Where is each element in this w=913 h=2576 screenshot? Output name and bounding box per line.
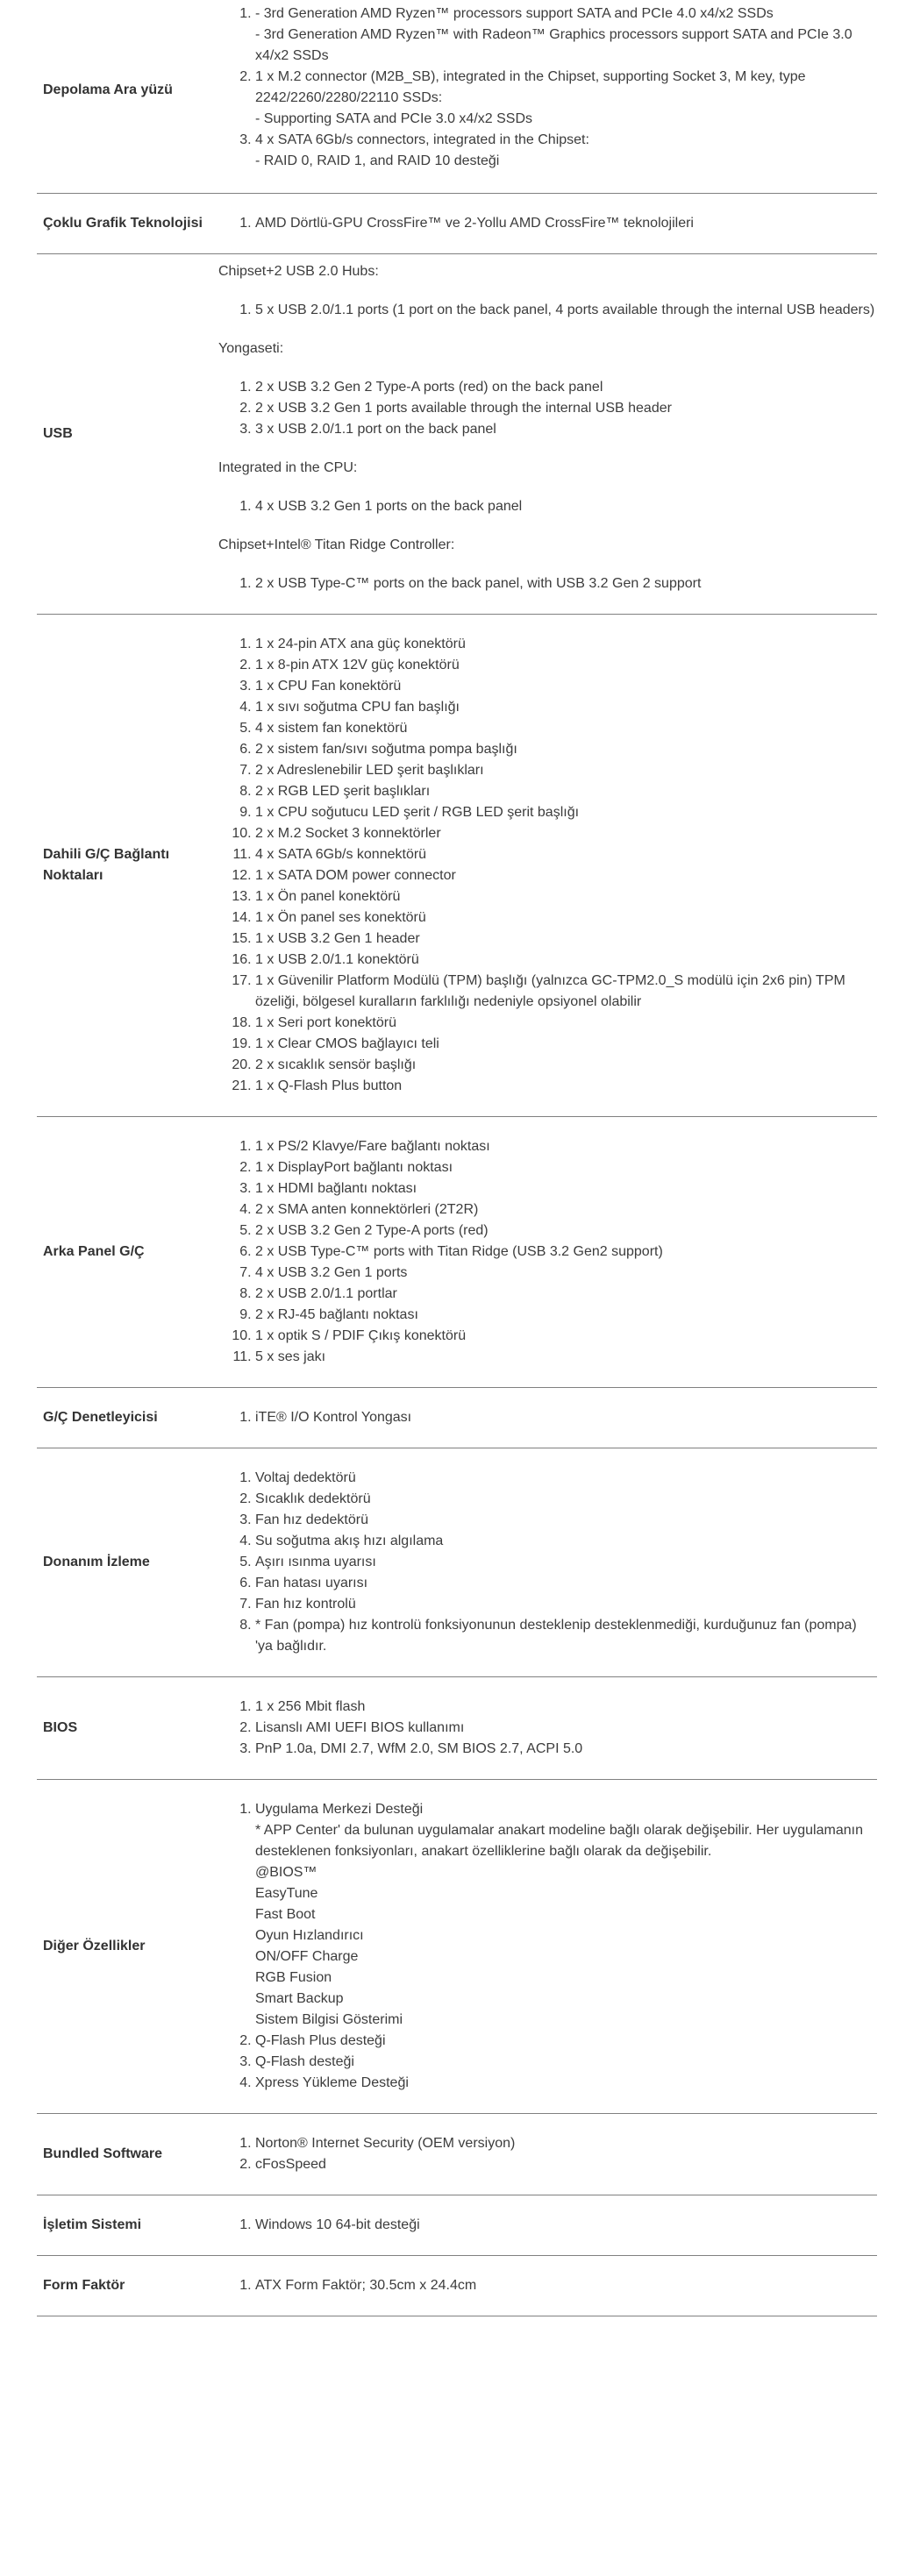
spec-group-heading: Chipset+2 USB 2.0 Hubs: bbox=[218, 264, 379, 279]
spec-value bbox=[218, 1677, 877, 1780]
spec-list-item: 7. Fan hız kontrolü bbox=[255, 1594, 877, 1615]
spec-group-heading: Chipset+Intel® Titan Ridge Controller: bbox=[218, 537, 455, 552]
spec-list bbox=[218, 573, 877, 594]
spec-row-bios bbox=[37, 1677, 877, 1780]
spec-label: Form Faktör bbox=[43, 2278, 125, 2293]
spec-list-item: 8. 2 x USB 2.0/1.1 portlar bbox=[255, 1284, 877, 1305]
spec-list-item: 15. 1 x USB 3.2 Gen 1 header bbox=[255, 929, 877, 950]
spec-value bbox=[218, 2256, 877, 2316]
spec-value bbox=[218, 0, 877, 194]
spec-list-item: 12. 1 x SATA DOM power connector bbox=[255, 865, 877, 886]
spec-list-item: 1. Uygulama Merkezi Desteği * APP Center' da bulunan uygulamalar anakart modeline bağlı olarak değişebilir. Her uygulamanın desteklenen fonksiyonları, anakart özelliklerine bağlı olarak da değişebilir. @BIOS™ EasyTune Fast Boot Oyun Hızlandırıcı ON/OFF Charge RGB Fusion Smart Backup Sistem Bilgisi Gösterimi bbox=[255, 1799, 877, 2031]
spec-list-item: 11. 4 x SATA 6Gb/s konnektörü bbox=[255, 844, 877, 865]
spec-list bbox=[218, 213, 877, 234]
spec-list-item: 7. 4 x USB 3.2 Gen 1 ports bbox=[255, 1263, 877, 1284]
spec-list-item: 20. 2 x sıcaklık sensör başlığı bbox=[255, 1055, 877, 1076]
spec-row-io-controller bbox=[37, 1388, 877, 1448]
spec-list-item: 8. 2 x RGB LED şerit başlıkları bbox=[255, 781, 877, 802]
spec-list-item: 5. 2 x USB 3.2 Gen 2 Type-A ports (red) bbox=[255, 1220, 877, 1242]
spec-list bbox=[218, 300, 877, 321]
spec-list bbox=[218, 2275, 877, 2296]
spec-list-item: 1. - 3rd Generation AMD Ryzen™ processors support SATA and PCIe 4.0 x4/x2 SSDs - 3rd Generation AMD Ryzen™ with Radeon™ Graphics processors support SATA and PCIe 3.0 x4/x2 SSDs bbox=[255, 4, 877, 67]
spec-label: USB bbox=[43, 426, 73, 441]
spec-row-usb bbox=[37, 254, 877, 615]
spec-list bbox=[218, 496, 877, 517]
spec-list-item: 13. 1 x Ön panel konektörü bbox=[255, 886, 877, 907]
spec-list-item: 2. Lisanslı AMI UEFI BIOS kullanımı bbox=[255, 1718, 877, 1739]
spec-list-item: 9. 2 x RJ-45 bağlantı noktası bbox=[255, 1305, 877, 1326]
spec-list-item: 6. 2 x sistem fan/sıvı soğutma pompa başlığı bbox=[255, 739, 877, 760]
spec-list-item: 2. cFosSpeed bbox=[255, 2154, 877, 2175]
spec-label: BIOS bbox=[43, 1720, 78, 1735]
spec-label: Dahili G/Ç Bağlantı Noktaları bbox=[43, 847, 170, 883]
spec-table-body bbox=[37, 0, 877, 2316]
spec-group-heading: Yongaseti: bbox=[218, 341, 284, 356]
spec-list-item: 9. 1 x CPU soğutucu LED şerit / RGB LED şerit başlığı bbox=[255, 802, 877, 823]
spec-list-item: 3. 1 x HDMI bağlantı noktası bbox=[255, 1178, 877, 1199]
spec-list-item: 4. Xpress Yükleme Desteği bbox=[255, 2073, 877, 2094]
spec-list-item: 10. 2 x M.2 Socket 3 konnektörler bbox=[255, 823, 877, 844]
spec-label: G/Ç Denetleyicisi bbox=[43, 1410, 158, 1425]
spec-list-item: 3. 1 x CPU Fan konektörü bbox=[255, 676, 877, 697]
spec-list-item: 1. 1 x 24-pin ATX ana güç konektörü bbox=[255, 634, 877, 655]
spec-row-form-factor bbox=[37, 2256, 877, 2316]
spec-list bbox=[218, 1799, 877, 2094]
spec-row-storage bbox=[37, 0, 877, 194]
spec-list-item: 16. 1 x USB 2.0/1.1 konektörü bbox=[255, 950, 877, 971]
spec-list-item: 2. Q-Flash Plus desteği bbox=[255, 2031, 877, 2052]
spec-row-hw-monitor bbox=[37, 1448, 877, 1677]
spec-list-item: 2. 1 x DisplayPort bağlantı noktası bbox=[255, 1157, 877, 1178]
spec-row-os bbox=[37, 2195, 877, 2256]
spec-list-item: 2. Sıcaklık dedektörü bbox=[255, 1489, 877, 1510]
spec-list-item: 6. Fan hatası uyarısı bbox=[255, 1573, 877, 1594]
spec-group-heading: Integrated in the CPU: bbox=[218, 460, 358, 475]
spec-list-item: 4. 1 x sıvı soğutma CPU fan başlığı bbox=[255, 697, 877, 718]
spec-list-item: 1. 2 x USB 3.2 Gen 2 Type-A ports (red) on the back panel bbox=[255, 377, 877, 398]
spec-value bbox=[218, 1117, 877, 1388]
spec-list-item: 3. Fan hız dedektörü bbox=[255, 1510, 877, 1531]
spec-table bbox=[37, 0, 877, 2316]
spec-list-item: 3. Q-Flash desteği bbox=[255, 2052, 877, 2073]
spec-list-item: 3. 4 x SATA 6Gb/s connectors, integrated in the Chipset: - RAID 0, RAID 1, and RAID 10 desteği bbox=[255, 130, 877, 172]
spec-value bbox=[218, 2114, 877, 2195]
spec-list-item: 2. 1 x M.2 connector (M2B_SB), integrated in the Chipset, supporting Socket 3, M key, type 2242/2260/2280/22110 SSDs: - Supporting SATA and PCIe 3.0 x4/x2 SSDs bbox=[255, 67, 877, 130]
spec-list-item: 1. Voltaj dedektörü bbox=[255, 1468, 877, 1489]
spec-list-item: 10. 1 x optik S / PDIF Çıkış konektörü bbox=[255, 1326, 877, 1347]
spec-list bbox=[218, 1136, 877, 1368]
spec-list-item: 5. Aşırı ısınma uyarısı bbox=[255, 1552, 877, 1573]
spec-list-item: 8. * Fan (pompa) hız kontrolü fonksiyonunun desteklenip desteklenmediği, kurduğunuz fan (pompa) 'ya bağlıdır. bbox=[255, 1615, 877, 1657]
spec-list bbox=[218, 2215, 877, 2236]
spec-list-item: 21. 1 x Q-Flash Plus button bbox=[255, 1076, 877, 1097]
spec-list bbox=[218, 1407, 877, 1428]
spec-row-other-features bbox=[37, 1780, 877, 2114]
spec-list-item: 3. 3 x USB 2.0/1.1 port on the back panel bbox=[255, 419, 877, 440]
spec-list bbox=[218, 4, 877, 172]
spec-list-item: 1. 1 x PS/2 Klavye/Fare bağlantı noktası bbox=[255, 1136, 877, 1157]
spec-list-item: 1. AMD Dörtlü-GPU CrossFire™ ve 2-Yollu AMD CrossFire™ teknolojileri bbox=[255, 213, 877, 234]
spec-value bbox=[218, 615, 877, 1117]
spec-label: Depolama Ara yüzü bbox=[43, 82, 173, 97]
spec-list bbox=[218, 634, 877, 1097]
spec-label: Donanım İzleme bbox=[43, 1555, 150, 1569]
spec-list-item: 14. 1 x Ön panel ses konektörü bbox=[255, 907, 877, 929]
spec-label: Bundled Software bbox=[43, 2146, 163, 2161]
spec-label: Çoklu Grafik Teknolojisi bbox=[43, 216, 203, 231]
spec-list-item: 5. 4 x sistem fan konektörü bbox=[255, 718, 877, 739]
spec-list bbox=[218, 1468, 877, 1657]
spec-list-item: 6. 2 x USB Type-C™ ports with Titan Ridge (USB 3.2 Gen2 support) bbox=[255, 1242, 877, 1263]
spec-value bbox=[218, 2195, 877, 2256]
spec-list-item: 19. 1 x Clear CMOS bağlayıcı teli bbox=[255, 1034, 877, 1055]
spec-list-item: 1. Norton® Internet Security (OEM versiyon) bbox=[255, 2133, 877, 2154]
spec-list-item: 1. iTE® I/O Kontrol Yongası bbox=[255, 1407, 877, 1428]
spec-list-item: 1. 4 x USB 3.2 Gen 1 ports on the back panel bbox=[255, 496, 877, 517]
spec-list bbox=[218, 2133, 877, 2175]
spec-value bbox=[218, 1448, 877, 1677]
spec-list-item: 2. 1 x 8-pin ATX 12V güç konektörü bbox=[255, 655, 877, 676]
spec-list-item: 1. 5 x USB 2.0/1.1 ports (1 port on the back panel, 4 ports available through the internal USB headers) bbox=[255, 300, 877, 321]
spec-list-item: 11. 5 x ses jakı bbox=[255, 1347, 877, 1368]
spec-row-internal-io bbox=[37, 615, 877, 1117]
spec-row-multi-graphics bbox=[37, 194, 877, 254]
spec-value bbox=[218, 1388, 877, 1448]
spec-list-item: 1. ATX Form Faktör; 30.5cm x 24.4cm bbox=[255, 2275, 877, 2296]
spec-list-item: 18. 1 x Seri port konektörü bbox=[255, 1013, 877, 1034]
spec-list-item: 4. Su soğutma akış hızı algılama bbox=[255, 1531, 877, 1552]
spec-list-item: 1. 2 x USB Type-C™ ports on the back panel, with USB 3.2 Gen 2 support bbox=[255, 573, 877, 594]
spec-value bbox=[218, 1780, 877, 2114]
spec-list-item: 3. PnP 1.0a, DMI 2.7, WfM 2.0, SM BIOS 2.7, ACPI 5.0 bbox=[255, 1739, 877, 1760]
spec-row-bundled-software bbox=[37, 2114, 877, 2195]
spec-list-item: 1. Windows 10 64-bit desteği bbox=[255, 2215, 877, 2236]
spec-list-item: 4. 2 x SMA anten konnektörleri (2T2R) bbox=[255, 1199, 877, 1220]
spec-value bbox=[218, 194, 877, 254]
spec-label: İşletim Sistemi bbox=[43, 2217, 142, 2232]
spec-list-item: 17. 1 x Güvenilir Platform Modülü (TPM) başlığı (yalnızca GC-TPM2.0_S modülü için 2x6 pin) TPM özeliği, bölgesel kuralların farklılığı nedeniyle opsiyonel olabilir bbox=[255, 971, 877, 1013]
spec-list bbox=[218, 377, 877, 440]
spec-list-item: 2. 2 x USB 3.2 Gen 1 ports available through the internal USB header bbox=[255, 398, 877, 419]
spec-list-item: 7. 2 x Adreslenebilir LED şerit başlıkları bbox=[255, 760, 877, 781]
spec-value bbox=[218, 254, 877, 615]
spec-label: Arka Panel G/Ç bbox=[43, 1244, 145, 1259]
spec-row-back-panel bbox=[37, 1117, 877, 1388]
spec-list bbox=[218, 1697, 877, 1760]
spec-label: Diğer Özellikler bbox=[43, 1939, 146, 1953]
spec-list-item: 1. 1 x 256 Mbit flash bbox=[255, 1697, 877, 1718]
